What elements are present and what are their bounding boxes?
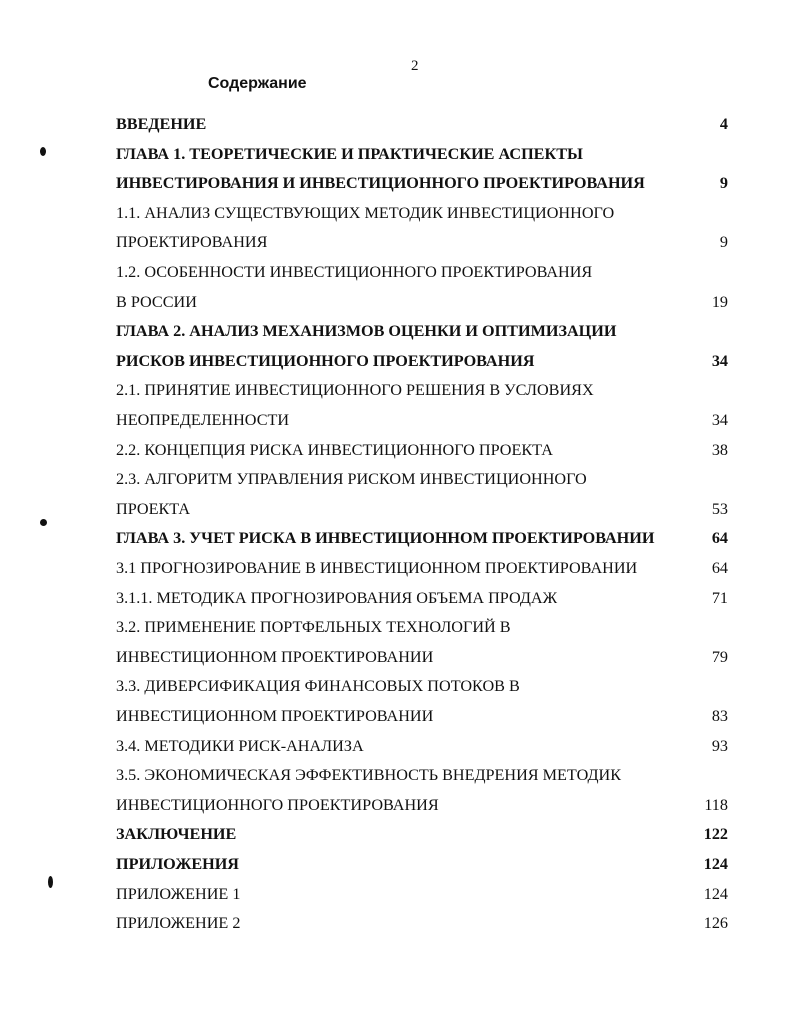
toc-entry-page: 19	[711, 293, 728, 311]
toc-entry-page: 9	[719, 174, 728, 192]
toc-entry-page: 9	[719, 233, 728, 251]
toc-entry-page: 34	[711, 411, 728, 429]
toc-entry-title: 1.1. АНАЛИЗ СУЩЕСТВУЮЩИХ МЕТОДИК ИНВЕСТИЦИОННОГО	[116, 204, 615, 222]
toc-entry-title: В РОССИИ	[116, 293, 197, 311]
toc-entry-page: 71	[711, 589, 728, 607]
toc-entry-title: ГЛАВА 1. ТЕОРЕТИЧЕСКИЕ И ПРАКТИЧЕСКИЕ АСПЕКТЫ	[116, 145, 583, 163]
scan-speck	[40, 147, 46, 156]
toc-entry-title: НЕОПРЕДЕЛЕННОСТИ	[116, 411, 290, 429]
toc-entry-title: 3.5. ЭКОНОМИЧЕСКАЯ ЭФФЕКТИВНОСТЬ ВНЕДРЕНИЯ МЕТОДИК	[116, 766, 622, 784]
toc-entry-title: 1.2. ОСОБЕННОСТИ ИНВЕСТИЦИОННОГО ПРОЕКТИРОВАНИЯ	[116, 263, 593, 281]
toc-entry-page: 4	[719, 115, 728, 133]
toc-heading: Содержание	[208, 75, 307, 92]
toc-entry-title: ЗАКЛЮЧЕНИЕ	[116, 825, 237, 843]
toc-entry-title: РИСКОВ ИНВЕСТИЦИОННОГО ПРОЕКТИРОВАНИЯ	[116, 352, 535, 370]
toc-entry-page: 118	[704, 796, 728, 814]
toc-entry-page: 124	[703, 855, 728, 873]
toc-entry-title: ИНВЕСТИЦИОННОМ ПРОЕКТИРОВАНИИ	[116, 707, 434, 725]
toc-entry-page: 79	[711, 648, 728, 666]
toc-entry-page: 64	[711, 559, 728, 577]
toc-entry-title: 3.3. ДИВЕРСИФИКАЦИЯ ФИНАНСОВЫХ ПОТОКОВ В	[116, 677, 520, 695]
page-number: 2	[411, 58, 419, 74]
toc-entry-page: 93	[711, 737, 728, 755]
toc-entry-title: ВВЕДЕНИЕ	[116, 115, 207, 133]
toc-entry-title: ПРОЕКТИРОВАНИЯ	[116, 233, 268, 251]
toc-entry-title: 2.3. АЛГОРИТМ УПРАВЛЕНИЯ РИСКОМ ИНВЕСТИЦИОННОГО	[116, 470, 587, 488]
toc-entry-page: 122	[703, 825, 728, 843]
toc-entry-title: 3.4. МЕТОДИКИ РИСК-АНАЛИЗА	[116, 737, 364, 755]
toc-entry-title: ПРОЕКТА	[116, 500, 191, 518]
toc-entry-title: ИНВЕСТИЦИОННОГО ПРОЕКТИРОВАНИЯ	[116, 796, 439, 814]
toc-entry-page: 64	[711, 529, 728, 547]
scan-speck	[48, 876, 53, 888]
toc-entry-title: ИНВЕСТИЦИОННОМ ПРОЕКТИРОВАНИИ	[116, 648, 434, 666]
toc-entry-page: 53	[711, 500, 728, 518]
toc-entry-title: 3.2. ПРИМЕНЕНИЕ ПОРТФЕЛЬНЫХ ТЕХНОЛОГИЙ В	[116, 618, 511, 636]
toc-entry-page: 124	[703, 885, 728, 903]
toc-entry-title: 3.1 ПРОГНОЗИРОВАНИЕ В ИНВЕСТИЦИОННОМ ПРОЕКТИРОВАНИИ	[116, 559, 638, 577]
toc-entry-title: 2.1. ПРИНЯТИЕ ИНВЕСТИЦИОННОГО РЕШЕНИЯ В УСЛОВИЯХ	[116, 381, 594, 399]
toc-entry-title: ПРИЛОЖЕНИЕ 1	[116, 885, 241, 903]
toc-entry-title: ГЛАВА 2. АНАЛИЗ МЕХАНИЗМОВ ОЦЕНКИ И ОПТИМИЗАЦИИ	[116, 322, 617, 340]
toc-entry-page: 126	[703, 914, 728, 932]
toc-entry-title: ПРИЛОЖЕНИЯ	[116, 855, 239, 873]
toc-entry-page: 83	[711, 707, 728, 725]
toc-entry-title: 3.1.1. МЕТОДИКА ПРОГНОЗИРОВАНИЯ ОБЪЕМА ПРОДАЖ	[116, 589, 558, 607]
scan-speck	[40, 519, 47, 526]
toc-entry-title: ИНВЕСТИРОВАНИЯ И ИНВЕСТИЦИОННОГО ПРОЕКТИРОВАНИЯ	[116, 174, 645, 192]
toc-entry-page: 34	[711, 352, 728, 370]
toc-entry-title: ПРИЛОЖЕНИЕ 2	[116, 914, 241, 932]
toc-entry-title: 2.2. КОНЦЕПЦИЯ РИСКА ИНВЕСТИЦИОННОГО ПРОЕКТА	[116, 441, 553, 459]
toc-entry-page: 38	[711, 441, 728, 459]
toc-entry-title: ГЛАВА 3. УЧЕТ РИСКА В ИНВЕСТИЦИОННОМ ПРОЕКТИРОВАНИИ	[116, 529, 655, 547]
